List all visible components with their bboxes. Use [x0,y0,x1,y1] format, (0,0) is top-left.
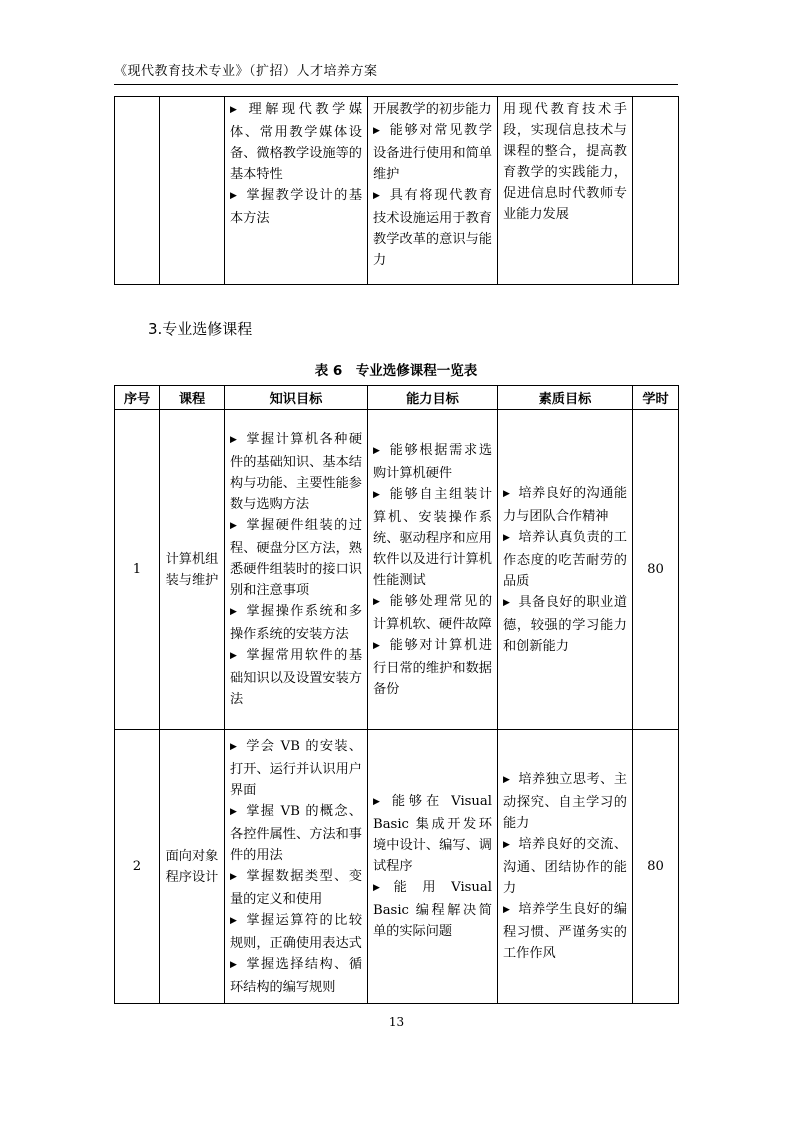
list-item: ▶ 能够在 Visual Basic 集成开发环境中设计、编写、调试程序 [373,794,493,874]
list-item: ▶ 能够对常见教学设备进行使用和简单维护 [373,123,493,182]
list-item: ▶ 掌握常用软件的基础知识以及设置安装方法 [230,648,363,707]
list-item: ▶ 培养良好的交流、沟通、团结协作的能力 [503,837,628,896]
list-item: 开展教学的初步能力 [373,102,492,117]
list-item: ▶ 能够对计算机进行日常的维护和数据备份 [373,637,493,697]
bullet-icon: ▶ [230,435,239,445]
list-item: ▶ 掌握操作系统和多操作系统的安装方法 [230,604,363,642]
seq-cell: 1 [115,410,160,730]
bullet-icon: ▶ [373,797,384,807]
list-item: ▶ 具备良好的职业道德，较强的学习能力和创新能力 [503,594,628,654]
section-title: 3.专业选修课程 [148,320,253,338]
ability-cell [368,97,498,285]
seq-cell [115,97,160,285]
bullet-icon: ▶ [503,488,511,499]
page-number: 13 [388,1015,405,1029]
list-item: ▶ 培养认真负责的工作态度的吃苦耐劳的品质 [503,529,628,589]
knowledge-cell [225,410,368,730]
bullet-icon: ▶ [230,915,239,926]
bullet-icon: ▶ [230,871,239,882]
document-header: 《现代教育技术专业》（扩招）人才培养方案 [114,64,378,79]
knowledge-cell [225,730,368,1004]
bullet-icon: ▶ [373,489,382,500]
table-row [115,97,679,285]
list-item: ▶ 学会 VB 的安装、打开、运行并认识用户界面 [230,738,362,798]
knowledge-cell [225,97,368,285]
bullet-icon: ▶ [373,191,382,201]
bullet-icon: ▶ [230,959,239,970]
hours-cell: 80 [633,410,679,730]
ability-cell [368,410,498,730]
list-item: ▶ 掌握选择结构、循环结构的编写规则 [230,956,363,995]
ability-cell [368,730,498,1004]
table-row [115,410,679,730]
header-knowledge: 知识目标 [225,386,368,410]
course-cell: 面向对象程序设计 [160,730,225,1004]
header-ability: 能力目标 [368,386,498,410]
list-item: ▶ 培养学生良好的编程习惯、严谨务实的工作作风 [503,902,628,961]
hours-cell [633,97,679,285]
bullet-icon: ▶ [503,840,511,850]
quality-cell [498,410,633,730]
quality-cell [498,730,633,1004]
bullet-icon: ▶ [230,806,239,817]
header-rule [114,84,678,85]
table-caption: 表 6 专业选修课程一览表 [314,363,478,379]
bullet-icon: ▶ [503,775,511,785]
bullet-icon: ▶ [373,640,382,651]
header-seq: 序号 [115,386,160,410]
list-item: ▶ 能够自主组装计算机、安装操作系统、驱动程序和应用软件以及进行计算机性能测试 [373,486,493,588]
bullet-icon: ▶ [230,741,239,752]
continued-table [114,96,679,285]
bullet-icon: ▶ [503,597,511,608]
header-hours: 学时 [633,386,679,410]
list-item: ▶ 培养独立思考、主动探究、自主学习的能力 [503,772,628,831]
elective-course-table [114,385,679,1004]
bullet-icon: ▶ [503,532,511,543]
header-quality: 素质目标 [498,386,633,410]
course-cell [160,97,225,285]
course-cell: 计算机组装与维护 [160,410,225,730]
bullet-icon: ▶ [373,596,382,607]
table-row [115,730,679,1004]
table-header-row [115,386,679,410]
list-item: ▶ 能够处理常见的计算机软、硬件故障 [373,593,493,632]
list-item: ▶ 理解现代教学媒体、常用教学媒体设备、微格教学设施等的基本特性 [230,102,363,182]
bullet-icon: ▶ [373,445,382,456]
list-item: ▶ 掌握 VB 的概念、各控件属性、方法和事件的用法 [230,803,362,863]
list-item: ▶ 培养良好的沟通能力与团队合作精神 [503,485,628,524]
list-item: ▶ 掌握教学设计的基本方法 [230,188,363,226]
bullet-icon: ▶ [230,607,239,617]
list-item: ▶ 掌握计算机各种硬件的基础知识、基本结构与功能、主要性能参数与选购方法 [230,432,363,512]
seq-cell: 2 [115,730,160,1004]
quality-cell: 用现代教育技术手段，实现信息技术与课程的整合，提高教育教学的实践能力，促进信息时代教师专业能力发展 [498,97,633,285]
list-item: ▶ 掌握数据类型、变量的定义和使用 [230,868,363,907]
list-item: ▶ 能 用 Visual Basic 编程解决简单的实际问题 [373,880,493,939]
bullet-icon: ▶ [503,905,511,915]
list-item: ▶ 能够根据需求选购计算机硬件 [373,442,493,481]
bullet-icon: ▶ [230,105,241,115]
bullet-icon: ▶ [373,126,382,136]
hours-cell: 80 [633,730,679,1004]
list-item: ▶ 具有将现代教育技术设施运用于教育教学改革的意识与能力 [373,188,493,268]
bullet-icon: ▶ [230,191,239,201]
list-item: ▶ 掌握硬件组装的过程、硬盘分区方法，熟悉硬件组装时的接口识别和注意事项 [230,518,363,598]
bullet-icon: ▶ [230,651,239,661]
bullet-icon: ▶ [373,883,386,893]
list-item: ▶ 掌握运算符的比较规则，正确使用表达式 [230,912,363,951]
bullet-icon: ▶ [230,521,239,531]
header-course: 课程 [160,386,225,410]
